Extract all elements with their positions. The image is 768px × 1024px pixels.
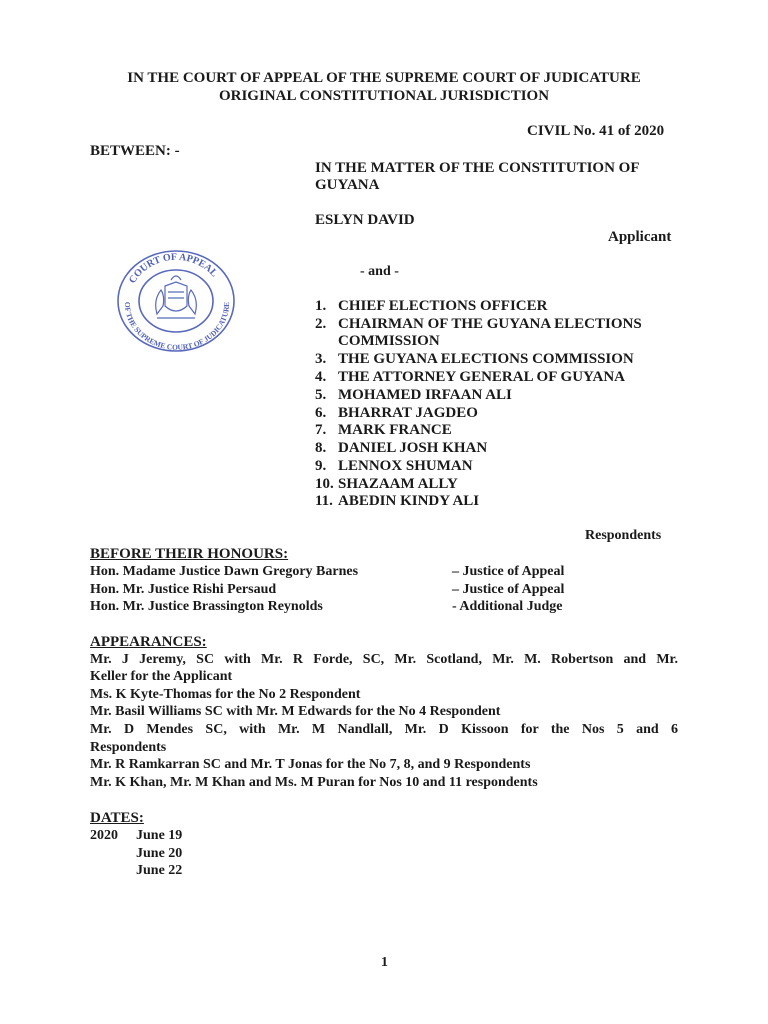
respondent-number: 11. — [315, 493, 333, 509]
respondent-number: 8. — [315, 440, 327, 456]
respondent-name: CHAIRMAN OF THE GUYANA ELECTIONS — [338, 316, 642, 332]
date-item: June 22 — [136, 863, 183, 878]
respondent-name: BHARRAT JAGDEO — [338, 405, 478, 421]
list-item — [315, 405, 478, 422]
list-item — [315, 476, 458, 493]
matter-line-1: IN THE MATTER OF THE CONSTITUTION OF — [315, 160, 640, 176]
respondent-number: 10. — [315, 476, 334, 492]
respondent-name: THE ATTORNEY GENERAL OF GUYANA — [338, 369, 625, 385]
jurisdiction-title: ORIGINAL CONSTITUTIONAL JURISDICTION — [218, 88, 550, 104]
appearance-line: Respondents — [90, 740, 167, 755]
stamp-top-text: COURT OF APPEAL — [127, 251, 220, 286]
respondent-number: 2. — [315, 316, 327, 332]
respondent-name: CHIEF ELECTIONS OFFICER — [338, 298, 548, 314]
judge-name: Hon. Madame Justice Dawn Gregory Barnes — [90, 564, 359, 579]
appearance-line: Keller for the Applicant — [90, 669, 233, 684]
applicant-name: ESLYN DAVID — [315, 212, 415, 228]
list-item — [315, 298, 547, 315]
between-label: BETWEEN: - — [90, 143, 180, 159]
applicant-label: Applicant — [608, 229, 672, 245]
respondent-name: LENNOX SHUMAN — [338, 458, 473, 474]
stamp-bottom-text: OF THE SUPREME COURT OF JUDICATURE — [122, 301, 232, 352]
judge-name: Hon. Mr. Justice Rishi Persaud — [90, 582, 277, 597]
list-item — [315, 387, 512, 404]
respondent-number: 4. — [315, 369, 327, 385]
date-item: June 19 — [136, 828, 183, 843]
appearance-line: Mr. R Ramkarran SC and Mr. T Jonas for the No 7, 8, and 9 Respondents — [90, 757, 531, 772]
list-item — [315, 440, 487, 457]
respondent-name: SHAZAAM ALLY — [338, 476, 458, 492]
respondent-number: 9. — [315, 458, 327, 474]
honours-heading: BEFORE THEIR HONOURS: — [90, 546, 289, 562]
appearance-line: Mr. J Jeremy, SC with Mr. R Forde, SC, Mr. Scotland, Mr. M. Robertson and Mr. — [90, 652, 678, 667]
and-separator: - and - — [360, 264, 399, 279]
respondents-label: Respondents — [585, 528, 662, 543]
judge-title: - Additional Judge — [452, 599, 563, 614]
civil-number: CIVIL No. 41 of 2020 — [527, 123, 665, 139]
date-item: June 20 — [136, 846, 183, 861]
respondent-number: 6. — [315, 405, 327, 421]
court-stamp — [113, 248, 239, 354]
list-item — [315, 422, 452, 439]
judge-title: – Justice of Appeal — [452, 582, 565, 597]
dates-year: 2020 — [90, 828, 118, 843]
list-item — [315, 458, 473, 475]
respondent-number: 5. — [315, 387, 327, 403]
judge-title: – Justice of Appeal — [452, 564, 565, 579]
respondent-number: 1. — [315, 298, 327, 314]
page-number: 1 — [381, 955, 388, 970]
list-item — [315, 369, 625, 386]
respondent-name-continued: COMMISSION — [338, 333, 440, 349]
respondent-name: THE GUYANA ELECTIONS COMMISSION — [338, 351, 634, 367]
appearance-line: Ms. K Kyte-Thomas for the No 2 Respondent — [90, 687, 361, 702]
list-item — [315, 316, 642, 350]
respondent-number: 3. — [315, 351, 327, 367]
appearance-line: Mr. D Mendes SC, with Mr. M Nandlall, Mr. D Kissoon for the Nos 5 and 6 — [90, 722, 678, 737]
dates-heading: DATES: — [90, 810, 144, 826]
respondent-number: 7. — [315, 422, 327, 438]
respondent-name: DANIEL JOSH KHAN — [338, 440, 488, 456]
matter-line-2: GUYANA — [315, 177, 380, 193]
respondent-name: MOHAMED IRFAAN ALI — [338, 387, 512, 403]
appearances-heading: APPEARANCES: — [90, 634, 207, 650]
svg-text:COURT OF APPEAL — [127, 252, 220, 286]
list-item — [315, 493, 479, 510]
judge-name: Hon. Mr. Justice Brassington Reynolds — [90, 599, 323, 614]
appearance-line: Mr. K Khan, Mr. M Khan and Ms. M Puran for Nos 10 and 11 respondents — [90, 775, 538, 790]
respondent-name: ABEDIN KINDY ALI — [338, 493, 480, 509]
appearance-line: Mr. Basil Williams SC with Mr. M Edwards for the No 4 Respondent — [90, 704, 501, 719]
court-title: IN THE COURT OF APPEAL OF THE SUPREME COURT OF JUDICATURE — [127, 70, 641, 86]
court-seal-icon — [113, 248, 239, 354]
svg-text:OF THE SUPREME COURT OF JUDICA — [123, 302, 231, 352]
list-item — [315, 351, 634, 368]
respondent-name: MARK FRANCE — [338, 422, 452, 438]
